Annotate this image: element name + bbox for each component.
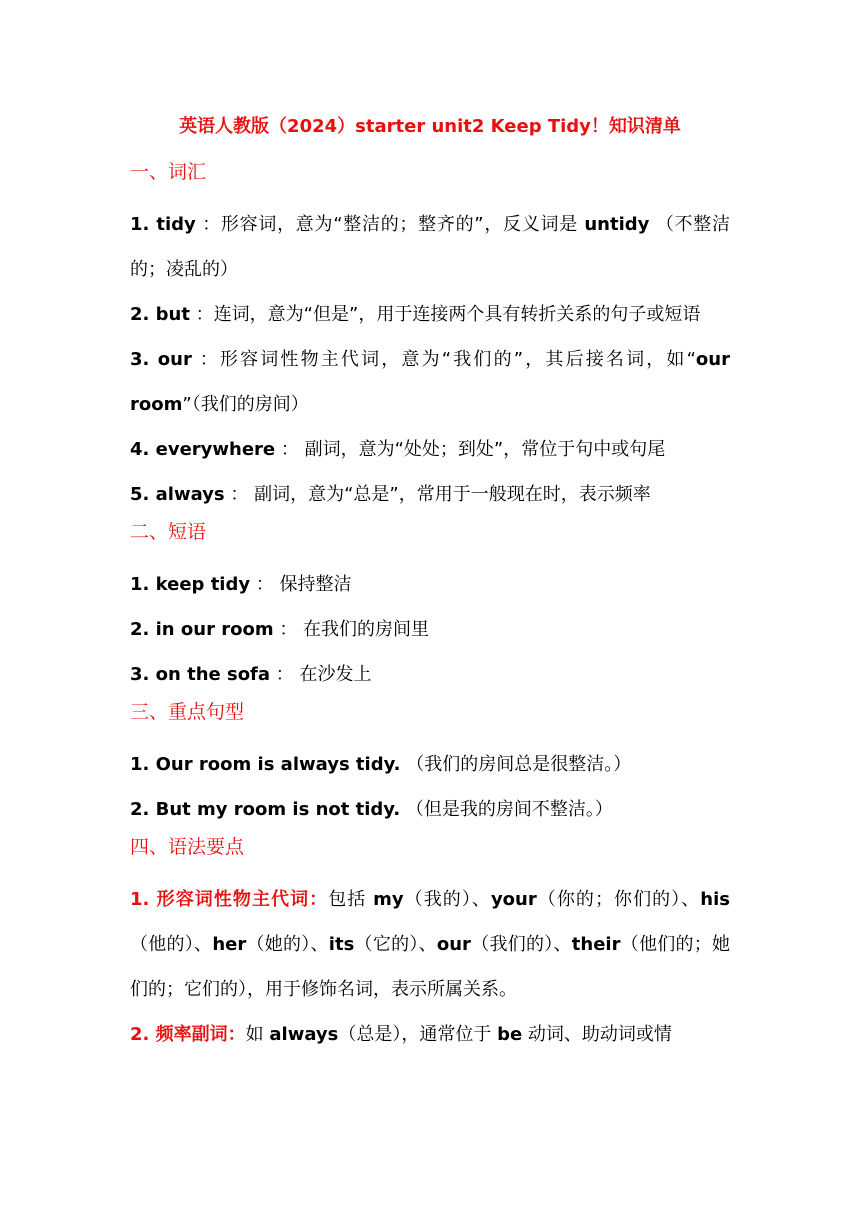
vocab-separator: ： [195,214,221,235]
vocab-item-tidy [130,202,730,292]
vocab-definition-tail: （不整洁的；凌乱的） [130,214,730,280]
vocab-number: 3. [130,349,158,370]
vocab-definition: 副词，意为“总是”，常用于一般现在时，表示频率 [248,484,651,505]
grammar-text: （总是），通常位于 [338,1024,498,1045]
vocab-definition: 副词，意为“处处；到处”，常位于句中或句尾 [298,439,666,460]
grammar-term: be [497,1024,523,1045]
sentence-item [130,787,730,832]
vocab-separator: ： [275,439,299,460]
vocab-definition: 连词，意为“但是”，用于连接两个具有转折关系的句子或短语 [213,304,701,325]
vocab-term: our [157,349,192,370]
phrase-number: 2. [130,619,156,640]
grammar-term: his [700,889,730,910]
grammar-text: （它的）、 [354,934,437,955]
grammar-term: its [328,934,355,955]
grammar-text: （他们的；她们的；它们的），用于修饰名词，表示所属关系。 [130,934,731,1000]
vocab-item-always [130,472,730,517]
grammar-text: （我们的）、 [470,934,572,955]
phrase-meaning: 保持整洁 [273,574,352,595]
phrase-separator: ： [270,664,294,685]
document-title: 英语人教版（2024）starter unit2 Keep Tidy！知识清单 [179,116,681,137]
grammar-text: （你的；你们的）、 [536,889,701,910]
phrase-meaning: 在沙发上 [293,664,372,685]
grammar-term: our [436,934,471,955]
phrase-term: on the sofa [155,664,271,685]
grammar-text: （他的）、 [130,934,213,955]
grammar-text: 如 [245,1024,270,1045]
vocab-antonym: untidy [584,214,650,235]
grammar-label: 2. 频率副词： [130,1024,246,1045]
sentence-english: 1. Our room is always tidy. [130,754,401,775]
vocab-number: 4. [130,439,156,460]
phrase-number: 3. [130,664,156,685]
sentence-english: 2. But my room is not tidy. [130,799,401,820]
phrase-term: in our room [155,619,274,640]
grammar-item-frequency-adverbs [130,1012,730,1057]
grammar-item-possessive-adjectives [130,877,730,1012]
section-heading-sentences: 三、重点句型 [130,701,245,723]
grammar-text: （她的）、 [246,934,329,955]
phrase-separator: ： [250,574,274,595]
phrase-item [130,562,730,607]
grammar-label: 1. 形容词性物主代词： [130,889,329,910]
grammar-term: your [490,889,537,910]
sentence-item [130,742,730,787]
grammar-term: their [571,934,621,955]
vocab-separator: ： [191,349,220,370]
vocab-term: tidy [156,214,196,235]
phrase-item [130,652,730,697]
phrase-separator: ： [273,619,298,640]
vocab-number: 5. [130,484,156,505]
vocab-item-but [130,292,730,337]
vocab-separator: ： [224,484,249,505]
phrase-meaning: 在我们的房间里 [297,619,430,640]
vocab-number: 1. [130,214,157,235]
vocab-term: always [155,484,225,505]
vocab-number: 2. [130,304,156,325]
phrase-term: keep tidy [155,574,251,595]
vocab-item-everywhere [130,427,730,472]
grammar-text: 包括 [328,889,374,910]
section-heading-vocab: 一、词汇 [130,161,207,183]
vocab-definition: 形容词，意为“整洁的；整齐的”，反义词是 [220,214,585,235]
sentence-translation: （但是我的房间不整洁。） [400,799,613,820]
grammar-text: （我的）、 [403,889,491,910]
grammar-term: always [269,1024,339,1045]
vocab-item-our [130,337,730,427]
section-heading-phrases: 二、短语 [130,521,207,543]
vocab-example: our room [130,349,730,415]
grammar-term: my [373,889,404,910]
vocab-definition: 形容词性物主代词，意为“我们的”，其后接名词，如“ [219,349,696,370]
phrase-item [130,607,730,652]
grammar-term: her [212,934,247,955]
grammar-text: 动词、助动词或情 [522,1024,672,1045]
vocab-term: but [155,304,190,325]
vocab-term: everywhere [155,439,276,460]
phrase-number: 1. [130,574,156,595]
vocab-definition-tail: ”（我们的房间） [182,394,309,415]
sentence-translation: （我们的房间总是很整洁。） [400,754,632,775]
vocab-separator: ： [189,304,214,325]
section-heading-grammar: 四、语法要点 [130,836,245,858]
